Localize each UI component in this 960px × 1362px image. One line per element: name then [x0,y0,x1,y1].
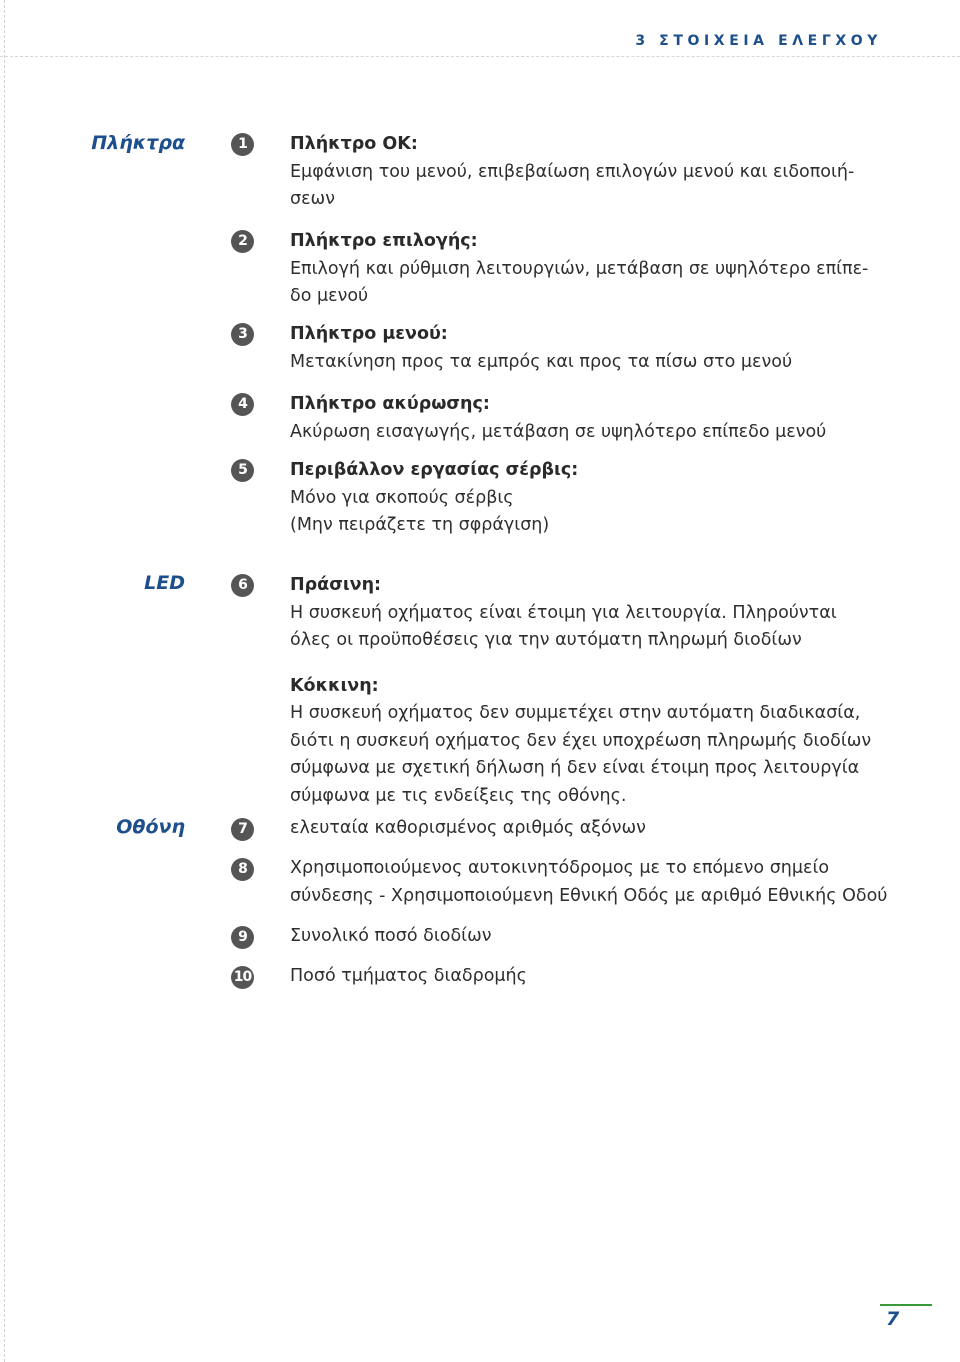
chapter-header: 3 ΣΤΟΙΧΕΙΑ ΕΛΕΓΧΟΥ [635,33,882,49]
item-number-badge: 5 [231,459,254,482]
section-label-led: LED [144,572,185,594]
item-led-status [290,572,900,810]
item-number-badge: 2 [231,230,254,253]
item-cancel-key [290,391,900,446]
top-margin-guide [0,56,960,57]
item-title: Πλήκτρο επιλογής: [290,231,478,251]
footer-rule [880,1304,932,1306]
item-description: ελευταία καθορισμένος αριθμός αξόνων [290,818,646,838]
page-number: 7 [886,1308,900,1330]
section-label-keys: Πλήκτρα [91,132,185,154]
led-green-description: Η συσκευή οχήματος είναι έτοιμη για λειτουργία. Πληρούνται όλες οι προϋποθέσεις για την αυτόματη πληρωμή διοδίων [290,602,837,650]
item-title: Πλήκτρο OK: [290,134,418,154]
item-service-interface [290,457,900,540]
item-menu-key [290,321,900,376]
item-description: Εμφάνιση του μενού, επιβεβαίωση επιλογών μενού και ειδοποιή- σεων [290,161,855,209]
item-description: Μόνο για σκοπούς σέρβις (Μην πειράζετε τη σφράγιση) [290,487,550,535]
item-description: Συνολικό ποσό διοδίων [290,926,492,946]
item-description: Επιλογή και ρύθμιση λειτουργιών, μετάβαση σε υψηλότερο επίπε- δο μενού [290,258,869,306]
item-segment-toll [290,963,900,991]
item-axle-count [290,815,900,843]
led-red-title: Κόκκινη: [290,675,379,696]
item-description: Μετακίνηση προς τα εμπρός και προς τα πίσω στο μενού [290,351,793,372]
item-number-badge: 4 [231,393,254,416]
item-number-badge: 3 [231,323,254,346]
item-number-badge: 7 [231,818,254,841]
item-total-toll [290,923,900,951]
paragraph-gap [290,655,900,673]
item-number-badge: 9 [231,926,254,949]
item-number-badge: 6 [231,574,254,597]
left-margin-guide [4,0,5,1362]
item-title: Περιβάλλον εργασίας σέρβις: [290,460,579,480]
item-select-key [290,228,900,311]
item-number-badge: 10 [231,966,254,989]
item-number-badge: 1 [231,133,254,156]
item-motorway [290,855,900,910]
item-ok-key [290,131,900,214]
item-description: Ποσό τμήματος διαδρομής [290,966,527,986]
item-title: Πλήκτρο ακύρωσης: [290,394,490,414]
item-title: Πλήκτρο μενού: [290,324,448,344]
led-red-description: Η συσκευή οχήματος δεν συμμετέχει στην αυτόματη διαδικασία, διότι η συσκευή οχήματος δεν έχει υποχρέωση πληρωμής διοδίων σύμφωνα με σχετική δήλωση ή δεν είναι έτοιμη προς λειτουργία σύμφωνα με τις ενδείξεις της οθόνης. [290,703,872,806]
section-label-display: Οθόνη [116,816,185,838]
item-description: Ακύρωση εισαγωγής, μετάβαση σε υψηλότερο επίπεδο μενού [290,421,827,442]
item-number-badge: 8 [231,858,254,881]
item-description: Χρησιμοποιούμενος αυτοκινητόδρομος με το επόμενο σημείο σύνδεσης - Χρησιμοποιούμενη Εθνική Οδός με αριθμό Εθνικής Οδού [290,858,888,906]
led-green-title: Πράσινη: [290,575,382,595]
